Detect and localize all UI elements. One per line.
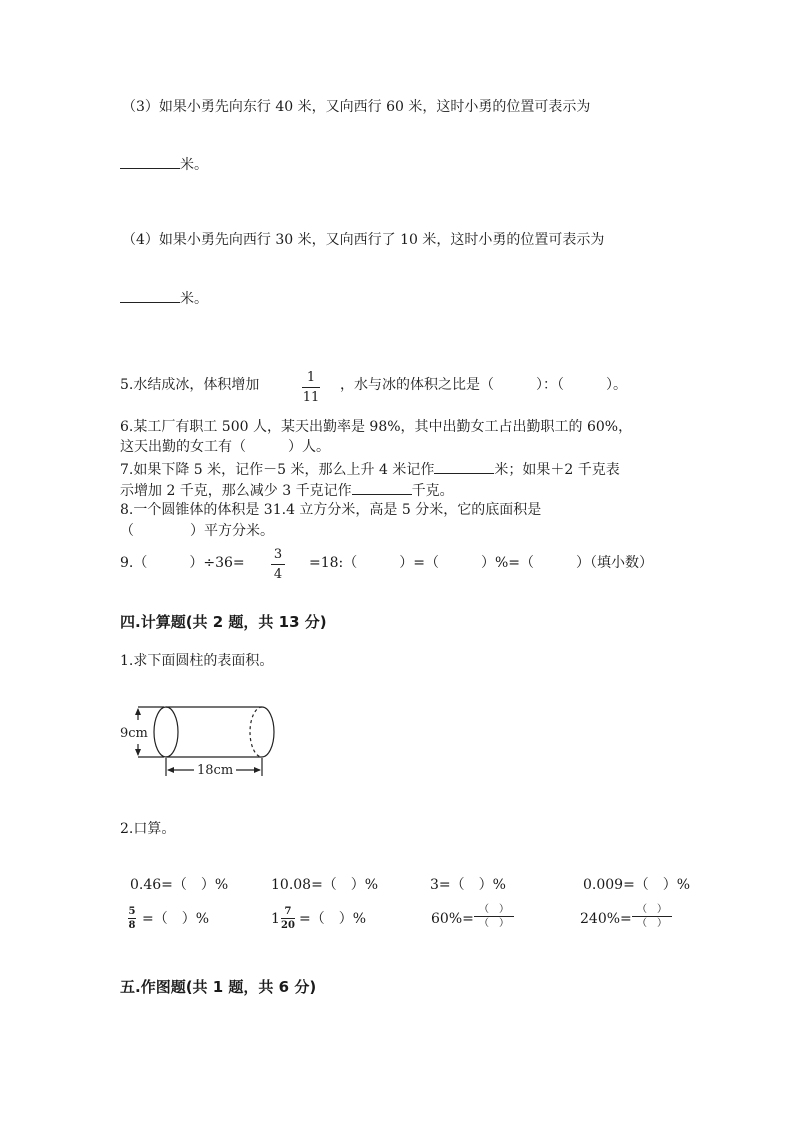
answer-denominator[interactable]: （ ）	[637, 918, 667, 929]
calc-question-2: 2.口算。	[120, 821, 176, 837]
fraction-denominator: 11	[302, 390, 320, 405]
length-label: 18cm	[197, 763, 234, 778]
answer-blank[interactable]	[352, 480, 412, 495]
fraction-denominator: 4	[273, 567, 283, 582]
question-4-answer	[120, 288, 208, 308]
oral-fraction-five-eighths	[128, 906, 136, 931]
oral-item-6: =（ ）%	[299, 911, 367, 927]
fraction-numerator: 7	[284, 906, 292, 917]
problem-5-before: 5.水结成冰，体积增加	[120, 377, 260, 393]
problem-5-after: ，水与冰的体积之比是（ ）：（ ）。	[340, 377, 627, 393]
fraction-bar	[281, 918, 295, 919]
unit-label: 米。	[180, 157, 208, 173]
question-4-text: （4）如果小勇先向西行 30 米，又向西行了 10 米，这时小勇的位置可表示为	[122, 232, 605, 248]
mixed-number-whole: 1	[271, 911, 280, 927]
answer-blank[interactable]	[120, 288, 180, 303]
arrowhead-down-icon	[135, 749, 141, 756]
arrowhead-up-icon	[135, 708, 141, 715]
cylinder-right-hidden-arc	[250, 707, 262, 757]
question-3-text: （3）如果小勇先向东行 40 米，又向西行 60 米，这时小勇的位置可表示为	[122, 99, 591, 115]
oral-item-3: 3=（ ）%	[430, 877, 506, 893]
answer-blank[interactable]	[434, 459, 494, 474]
problem-7-line2	[120, 480, 454, 500]
oral-item-4: 0.009=（ ）%	[583, 877, 691, 893]
problem-7-text-c: 示增加 2 千克，那么减少 3 千克记作	[120, 483, 352, 499]
answer-numerator[interactable]: （ ）	[637, 904, 667, 915]
problem-6-line2: 这天出勤的女工有（ ）人。	[120, 439, 330, 455]
fraction-denominator: 20	[281, 920, 295, 931]
oral-answer-fraction-7	[474, 904, 514, 929]
answer-denominator[interactable]: （ ）	[479, 918, 509, 929]
diameter-label: 9cm	[120, 726, 148, 741]
oral-item-1: 0.46=（ ）%	[130, 877, 229, 893]
problem-7-text-b: 米；如果＋2 千克表	[494, 462, 620, 478]
fraction-numerator: 3	[273, 547, 283, 562]
answer-blank[interactable]	[120, 154, 180, 169]
problem-6-line1: 6.某工厂有职工 500 人，某天出勤率是 98%，其中出勤女工占出勤职工的 60%，	[120, 419, 633, 435]
cylinder-diagram	[118, 698, 288, 784]
section-4-title: 四.计算题(共 2 题，共 13 分)	[120, 613, 327, 631]
fraction-one-eleventh	[302, 370, 320, 405]
problem-7-text-d: 千克。	[411, 483, 454, 499]
oral-item-5: =（ ）%	[142, 911, 210, 927]
problem-8-line1: 8.一个圆锥体的体积是 31.4 立方分米，高是 5 分米，它的底面积是	[120, 502, 542, 518]
oral-fraction-seven-twentieths	[281, 906, 295, 931]
answer-numerator[interactable]: （ ）	[479, 904, 509, 915]
fraction-bar	[128, 918, 136, 919]
oral-item-2: 10.08=（ ）%	[271, 877, 379, 893]
unit-label: 米。	[180, 291, 208, 307]
oral-item-7: 60%=	[431, 911, 474, 927]
fraction-denominator: 8	[128, 920, 136, 931]
oral-answer-fraction-8	[632, 904, 672, 929]
question-3-answer	[120, 154, 208, 174]
fraction-three-quarters	[271, 547, 285, 582]
problem-9-before: 9.（ ）÷36=	[120, 555, 245, 571]
fraction-bar	[302, 387, 320, 388]
fraction-bar	[632, 916, 672, 917]
cylinder-left-face	[154, 707, 178, 757]
calc-question-1: 1.求下面圆柱的表面积。	[120, 653, 274, 669]
problem-8-line2: （ ）平方分米。	[120, 523, 274, 539]
section-5-title: 五.作图题(共 1 题，共 6 分)	[120, 978, 317, 996]
fraction-numerator: 1	[306, 370, 316, 385]
cylinder-right-front-arc	[262, 707, 274, 757]
fraction-bar	[271, 564, 285, 565]
arrowhead-left-icon	[167, 767, 174, 773]
fraction-numerator: 5	[128, 906, 136, 917]
problem-9-after: =18:（ ）=（ ）%=（ ）（填小数）	[309, 555, 654, 571]
fraction-bar	[474, 916, 514, 917]
problem-7-line1	[120, 459, 620, 479]
oral-item-8: 240%=	[580, 911, 632, 927]
arrowhead-right-icon	[254, 767, 261, 773]
problem-7-text-a: 7.如果下降 5 米，记作－5 米，那么上升 4 米记作	[120, 462, 435, 478]
